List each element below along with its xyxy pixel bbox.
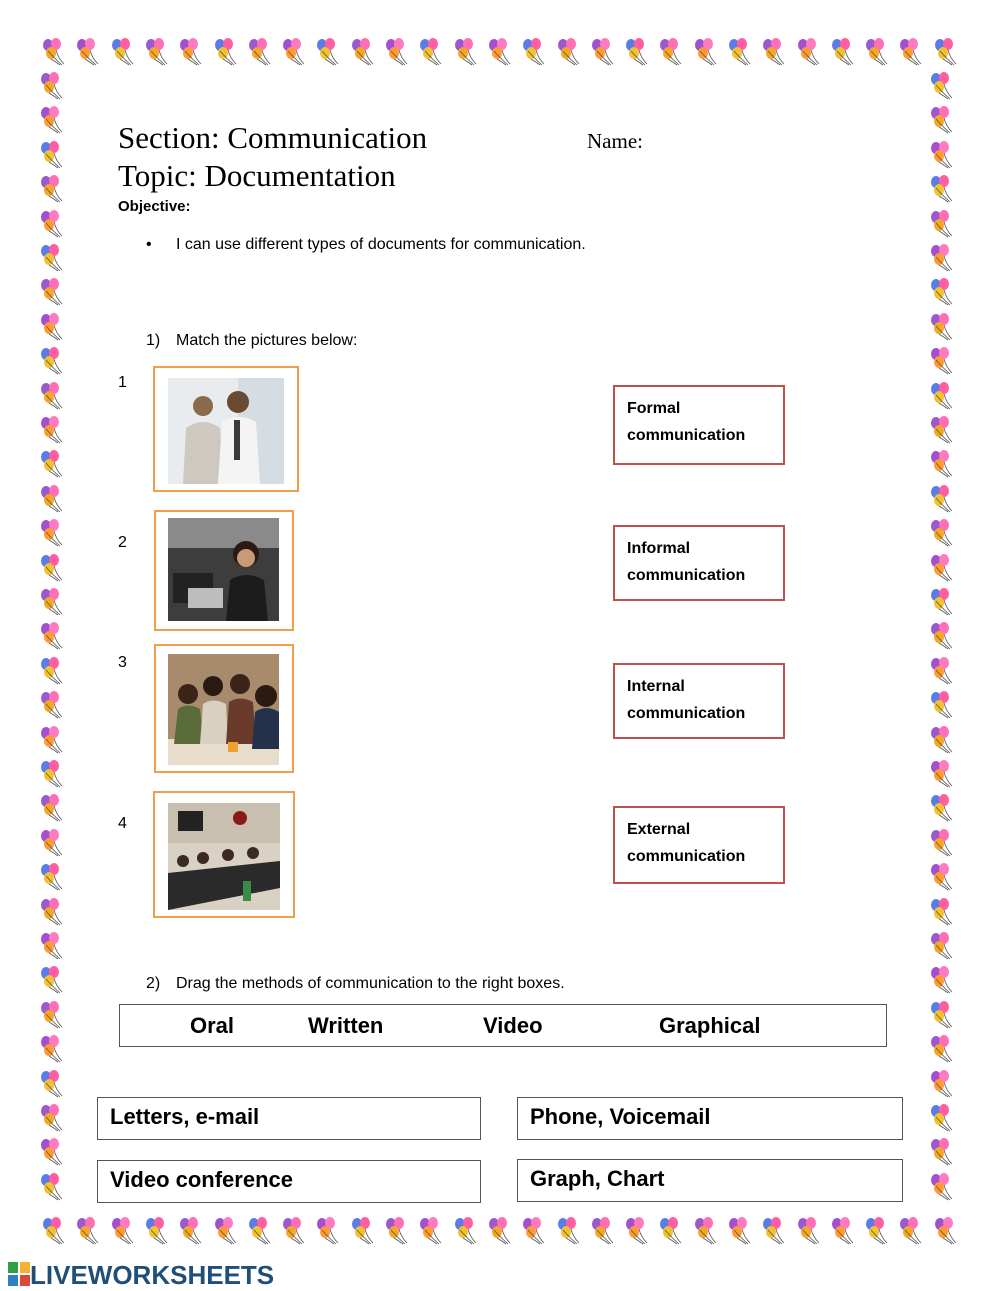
balloon-icon <box>589 38 619 66</box>
item-number: 4 <box>118 815 127 832</box>
balloon-icon <box>38 1035 68 1063</box>
balloon-icon <box>657 1217 687 1245</box>
balloon-icon <box>897 1217 927 1245</box>
bullet: • <box>146 236 152 253</box>
balloon-icon <box>692 38 722 66</box>
balloon-icon <box>38 485 68 513</box>
balloon-icon <box>38 278 68 306</box>
balloon-icon <box>280 38 310 66</box>
picture-conference[interactable] <box>153 791 295 918</box>
colleagues-image <box>168 378 284 484</box>
balloon-icon <box>928 622 958 650</box>
balloon-icon <box>928 588 958 616</box>
balloon-icon <box>928 210 958 238</box>
balloon-icon <box>38 72 68 100</box>
balloon-icon <box>38 313 68 341</box>
balloon-icon <box>177 1217 207 1245</box>
category-written[interactable]: Written <box>308 1013 384 1038</box>
balloon-icon <box>38 726 68 754</box>
balloon-icon <box>246 1217 276 1245</box>
balloon-icon <box>863 1217 893 1245</box>
balloon-icon <box>314 1217 344 1245</box>
balloon-icon <box>829 1217 859 1245</box>
item-number: 2 <box>118 534 127 551</box>
balloon-icon <box>928 1035 958 1063</box>
balloon-icon <box>726 38 756 66</box>
picture-phone-call[interactable] <box>154 510 294 631</box>
balloon-icon <box>38 794 68 822</box>
balloon-icon <box>109 1217 139 1245</box>
logo-icon <box>8 1262 30 1286</box>
balloon-icon <box>38 898 68 926</box>
balloon-icon <box>928 450 958 478</box>
balloon-icon <box>38 554 68 582</box>
balloon-icon <box>38 588 68 616</box>
balloon-icon <box>417 1217 447 1245</box>
balloon-icon <box>692 1217 722 1245</box>
balloon-icon <box>38 1070 68 1098</box>
balloon-icon <box>623 1217 653 1245</box>
balloon-icon <box>928 691 958 719</box>
balloon-icon <box>928 829 958 857</box>
label-formal-communication[interactable]: Formal communication <box>613 385 785 465</box>
balloon-icon <box>486 38 516 66</box>
balloon-icon <box>928 313 958 341</box>
balloon-icon <box>109 38 139 66</box>
picture-colleagues[interactable] <box>153 366 299 492</box>
friends-image <box>168 654 279 765</box>
balloon-icon <box>928 1070 958 1098</box>
balloon-icon <box>555 38 585 66</box>
option-phone-voicemail[interactable]: Phone, Voicemail <box>517 1097 903 1140</box>
brand-text: LIVEWORKSHEETS <box>30 1260 275 1290</box>
balloon-icon <box>928 1001 958 1029</box>
balloon-icon <box>932 1217 962 1245</box>
balloon-icon <box>928 519 958 547</box>
balloon-icon <box>38 863 68 891</box>
balloon-icon <box>928 72 958 100</box>
section-title: Section: Communication <box>118 120 428 155</box>
label-external-communication[interactable]: External communication <box>613 806 785 884</box>
balloon-icon <box>38 760 68 788</box>
balloon-icon <box>928 932 958 960</box>
name-label: Name: <box>587 129 643 153</box>
balloon-icon <box>829 38 859 66</box>
item-number: 1 <box>118 374 127 391</box>
balloon-icon <box>314 38 344 66</box>
category-oral[interactable]: Oral <box>190 1013 235 1038</box>
balloon-icon <box>74 38 104 66</box>
balloon-icon <box>928 485 958 513</box>
objective-label: Objective: <box>118 198 191 215</box>
balloon-icon <box>177 38 207 66</box>
item-number: 3 <box>118 654 127 671</box>
balloon-icon <box>38 932 68 960</box>
balloon-icon <box>928 1138 958 1166</box>
label-internal-communication[interactable]: Internal communication <box>613 663 785 739</box>
category-video[interactable]: Video <box>483 1013 543 1038</box>
balloon-icon <box>38 966 68 994</box>
balloon-icon <box>928 106 958 134</box>
balloon-icon <box>928 1173 958 1201</box>
balloon-icon <box>38 106 68 134</box>
balloon-icon <box>38 175 68 203</box>
balloon-icon <box>623 38 653 66</box>
option-video-conference[interactable]: Video conference <box>97 1160 481 1203</box>
balloon-icon <box>38 244 68 272</box>
balloon-icon <box>928 416 958 444</box>
balloon-icon <box>486 1217 516 1245</box>
balloon-icon <box>38 416 68 444</box>
balloon-icon <box>38 450 68 478</box>
balloon-icon <box>38 622 68 650</box>
balloon-icon <box>897 38 927 66</box>
balloon-icon <box>928 347 958 375</box>
balloon-icon <box>589 1217 619 1245</box>
balloon-icon <box>38 519 68 547</box>
balloon-icon <box>40 1217 70 1245</box>
balloon-icon <box>212 1217 242 1245</box>
balloon-icon <box>417 38 447 66</box>
balloon-icon <box>38 829 68 857</box>
balloon-icon <box>760 38 790 66</box>
balloon-icon <box>928 863 958 891</box>
balloon-icon <box>38 1104 68 1132</box>
balloon-icon <box>928 382 958 410</box>
balloon-icon <box>726 1217 756 1245</box>
balloon-icon <box>928 278 958 306</box>
topic-title: Topic: Documentation <box>118 158 396 193</box>
balloon-icon <box>280 1217 310 1245</box>
balloon-icon <box>928 175 958 203</box>
balloon-icon <box>38 141 68 169</box>
categories-box <box>119 1004 887 1047</box>
balloon-icon <box>38 382 68 410</box>
balloon-icon <box>928 141 958 169</box>
balloon-icon <box>38 657 68 685</box>
balloon-icon <box>795 38 825 66</box>
balloon-icon <box>143 38 173 66</box>
balloon-icon <box>795 1217 825 1245</box>
picture-friends[interactable] <box>154 644 294 773</box>
balloon-icon <box>349 1217 379 1245</box>
phone-call-image <box>168 518 279 621</box>
balloon-icon <box>657 38 687 66</box>
balloon-icon <box>520 38 550 66</box>
balloon-icon <box>928 244 958 272</box>
balloon-icon <box>928 1104 958 1132</box>
question2-heading: 2) Drag the methods of communication to the right boxes. <box>146 975 565 992</box>
balloon-icon <box>38 1001 68 1029</box>
objective-item: • I can use different types of documents for communication. <box>146 236 586 253</box>
balloon-icon <box>40 38 70 66</box>
option-graph-chart[interactable]: Graph, Chart <box>517 1159 903 1202</box>
balloon-icon <box>38 1138 68 1166</box>
balloon-icon <box>246 38 276 66</box>
option-letters-email[interactable]: Letters, e-mail <box>97 1097 481 1140</box>
balloon-icon <box>928 966 958 994</box>
balloon-icon <box>928 554 958 582</box>
balloon-icon <box>928 657 958 685</box>
balloon-icon <box>143 1217 173 1245</box>
conference-image <box>168 803 280 910</box>
balloon-icon <box>520 1217 550 1245</box>
balloon-icon <box>760 1217 790 1245</box>
balloon-icon <box>928 726 958 754</box>
label-informal-communication[interactable]: Informal communication <box>613 525 785 601</box>
balloon-icon <box>38 347 68 375</box>
balloon-icon <box>863 38 893 66</box>
balloon-icon <box>932 38 962 66</box>
balloon-icon <box>555 1217 585 1245</box>
question1-heading: 1) Match the pictures below: <box>146 332 358 349</box>
balloon-icon <box>452 38 482 66</box>
balloon-icon <box>452 1217 482 1245</box>
balloon-icon <box>928 898 958 926</box>
balloon-icon <box>74 1217 104 1245</box>
balloon-icon <box>38 691 68 719</box>
balloon-icon <box>383 1217 413 1245</box>
balloon-icon <box>38 210 68 238</box>
category-graphical[interactable]: Graphical <box>659 1013 761 1038</box>
balloon-icon <box>38 1173 68 1201</box>
balloon-icon <box>928 760 958 788</box>
balloon-icon <box>928 794 958 822</box>
balloon-icon <box>383 38 413 66</box>
balloon-icon <box>212 38 242 66</box>
balloon-icon <box>349 38 379 66</box>
